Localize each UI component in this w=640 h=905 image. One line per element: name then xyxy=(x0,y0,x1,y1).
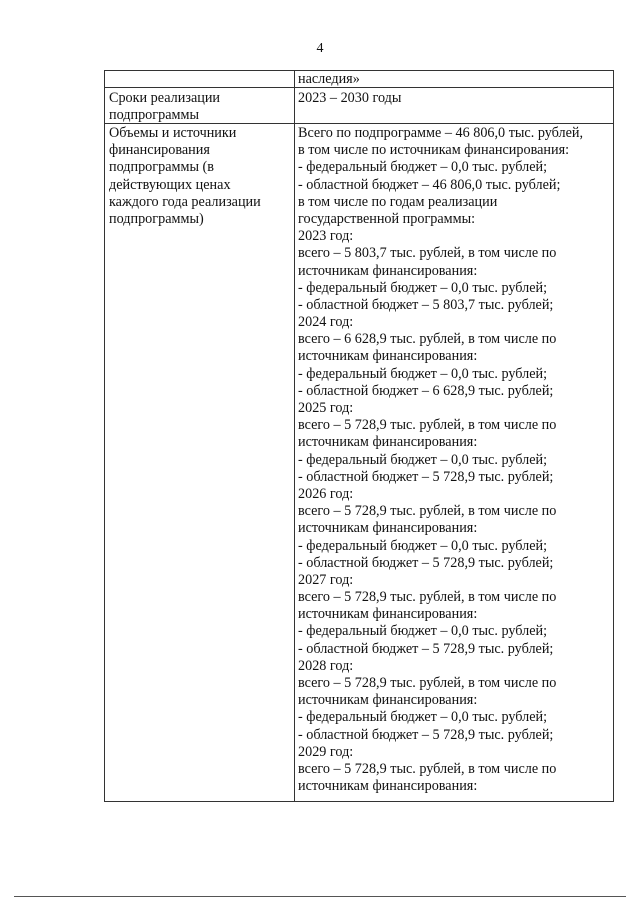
row1-value-cell: наследия» xyxy=(298,71,360,87)
row3-value-line: всего – 5 728,9 тыс. рублей, в том числе по xyxy=(298,760,557,777)
row3-value-line: всего – 5 803,7 тыс. рублей, в том числе по xyxy=(298,245,557,262)
row3-value-line: государственной программы: xyxy=(298,210,476,227)
page-number: 4 xyxy=(316,41,324,56)
row3-value-line: источникам финансирования: xyxy=(298,778,478,795)
row3-value-cell xyxy=(298,125,610,795)
row3-value-line: 2027 год: xyxy=(298,571,354,588)
row3-value-line: всего – 5 728,9 тыс. рублей, в том числе по xyxy=(298,675,557,691)
table-row-implementation-period xyxy=(105,88,613,124)
row3-label-cell xyxy=(109,125,292,228)
row3-value-line: - федеральный бюджет – 0,0 тыс. рублей; xyxy=(298,159,548,176)
row3-value-line: источникам финансирования: xyxy=(298,262,478,279)
row3-value-line: всего – 6 628,9 тыс. рублей, в том числе по xyxy=(298,331,557,348)
row3-value-line: - федеральный бюджет – 0,0 тыс. рублей; xyxy=(298,709,548,726)
row3-value-line: в том числе по источникам финансирования: xyxy=(298,142,570,159)
row3-label-line: подпрограммы) xyxy=(109,210,204,227)
row3-value-line: - федеральный бюджет – 0,0 тыс. рублей; xyxy=(298,279,548,296)
page-bottom-rule xyxy=(14,896,626,897)
row3-value-line: - областной бюджет – 5 728,9 тыс. рублей; xyxy=(298,554,554,571)
row3-value-line: 2024 год: xyxy=(298,314,354,331)
row3-value-line: всего – 5 728,9 тыс. рублей, в том числе по xyxy=(298,503,557,520)
table-row-continuation xyxy=(105,71,613,88)
row3-label-line: каждого года реализации xyxy=(109,193,261,210)
row3-value-line: 2028 год: xyxy=(298,657,354,674)
row3-value-line: - федеральный бюджет – 0,0 тыс. рублей; xyxy=(298,623,548,640)
row3-value-line: Всего по подпрограмме – 46 806,0 тыс. рублей, xyxy=(298,125,584,141)
row2-label-cell xyxy=(109,90,292,124)
row2-value-cell: 2023 – 2030 годы xyxy=(298,90,402,106)
row3-value-line: - областной бюджет – 5 803,7 тыс. рублей; xyxy=(298,296,554,313)
row3-label-line: финансирования xyxy=(109,142,210,159)
row2-label-line: подпрограммы xyxy=(109,107,199,124)
row3-label-line: подпрограммы (в xyxy=(109,159,214,176)
row3-value-line: всего – 5 728,9 тыс. рублей, в том числе по xyxy=(298,589,557,606)
row3-value-line: - федеральный бюджет – 0,0 тыс. рублей; xyxy=(298,365,548,382)
row3-value-line: источникам финансирования: xyxy=(298,606,478,623)
row3-value-line: - областной бюджет – 5 728,9 тыс. рублей; xyxy=(298,640,554,657)
row3-value-line: 2023 год: xyxy=(298,228,354,245)
subprogram-passport-table xyxy=(104,70,614,802)
row3-value-line: - областной бюджет – 6 628,9 тыс. рублей; xyxy=(298,382,554,399)
row3-value-line: источникам финансирования: xyxy=(298,348,478,365)
row3-value-line: 2025 год: xyxy=(298,400,354,416)
row2-label-line: Сроки реализации xyxy=(109,90,221,106)
row3-value-line: 2029 год: xyxy=(298,743,354,760)
row3-value-line: источникам финансирования: xyxy=(298,692,478,709)
table-row-funding xyxy=(105,124,613,801)
row3-value-line: - областной бюджет – 5 728,9 тыс. рублей; xyxy=(298,468,554,485)
row3-value-line: источникам финансирования: xyxy=(298,520,478,537)
row3-value-line: - областной бюджет – 46 806,0 тыс. рублей; xyxy=(298,176,561,193)
row3-value-line: - федеральный бюджет – 0,0 тыс. рублей; xyxy=(298,451,548,468)
row3-label-line: Объемы и источники xyxy=(109,125,237,141)
row3-value-line: - областной бюджет – 5 728,9 тыс. рублей; xyxy=(298,726,554,743)
row3-value-line: - федеральный бюджет – 0,0 тыс. рублей; xyxy=(298,537,548,554)
row3-value-line: источникам финансирования: xyxy=(298,434,478,451)
row3-value-line: в том числе по годам реализации xyxy=(298,193,498,210)
row3-label-line: действующих ценах xyxy=(109,176,231,193)
row3-value-line: 2026 год: xyxy=(298,485,354,502)
row3-value-line: всего – 5 728,9 тыс. рублей, в том числе по xyxy=(298,417,557,434)
